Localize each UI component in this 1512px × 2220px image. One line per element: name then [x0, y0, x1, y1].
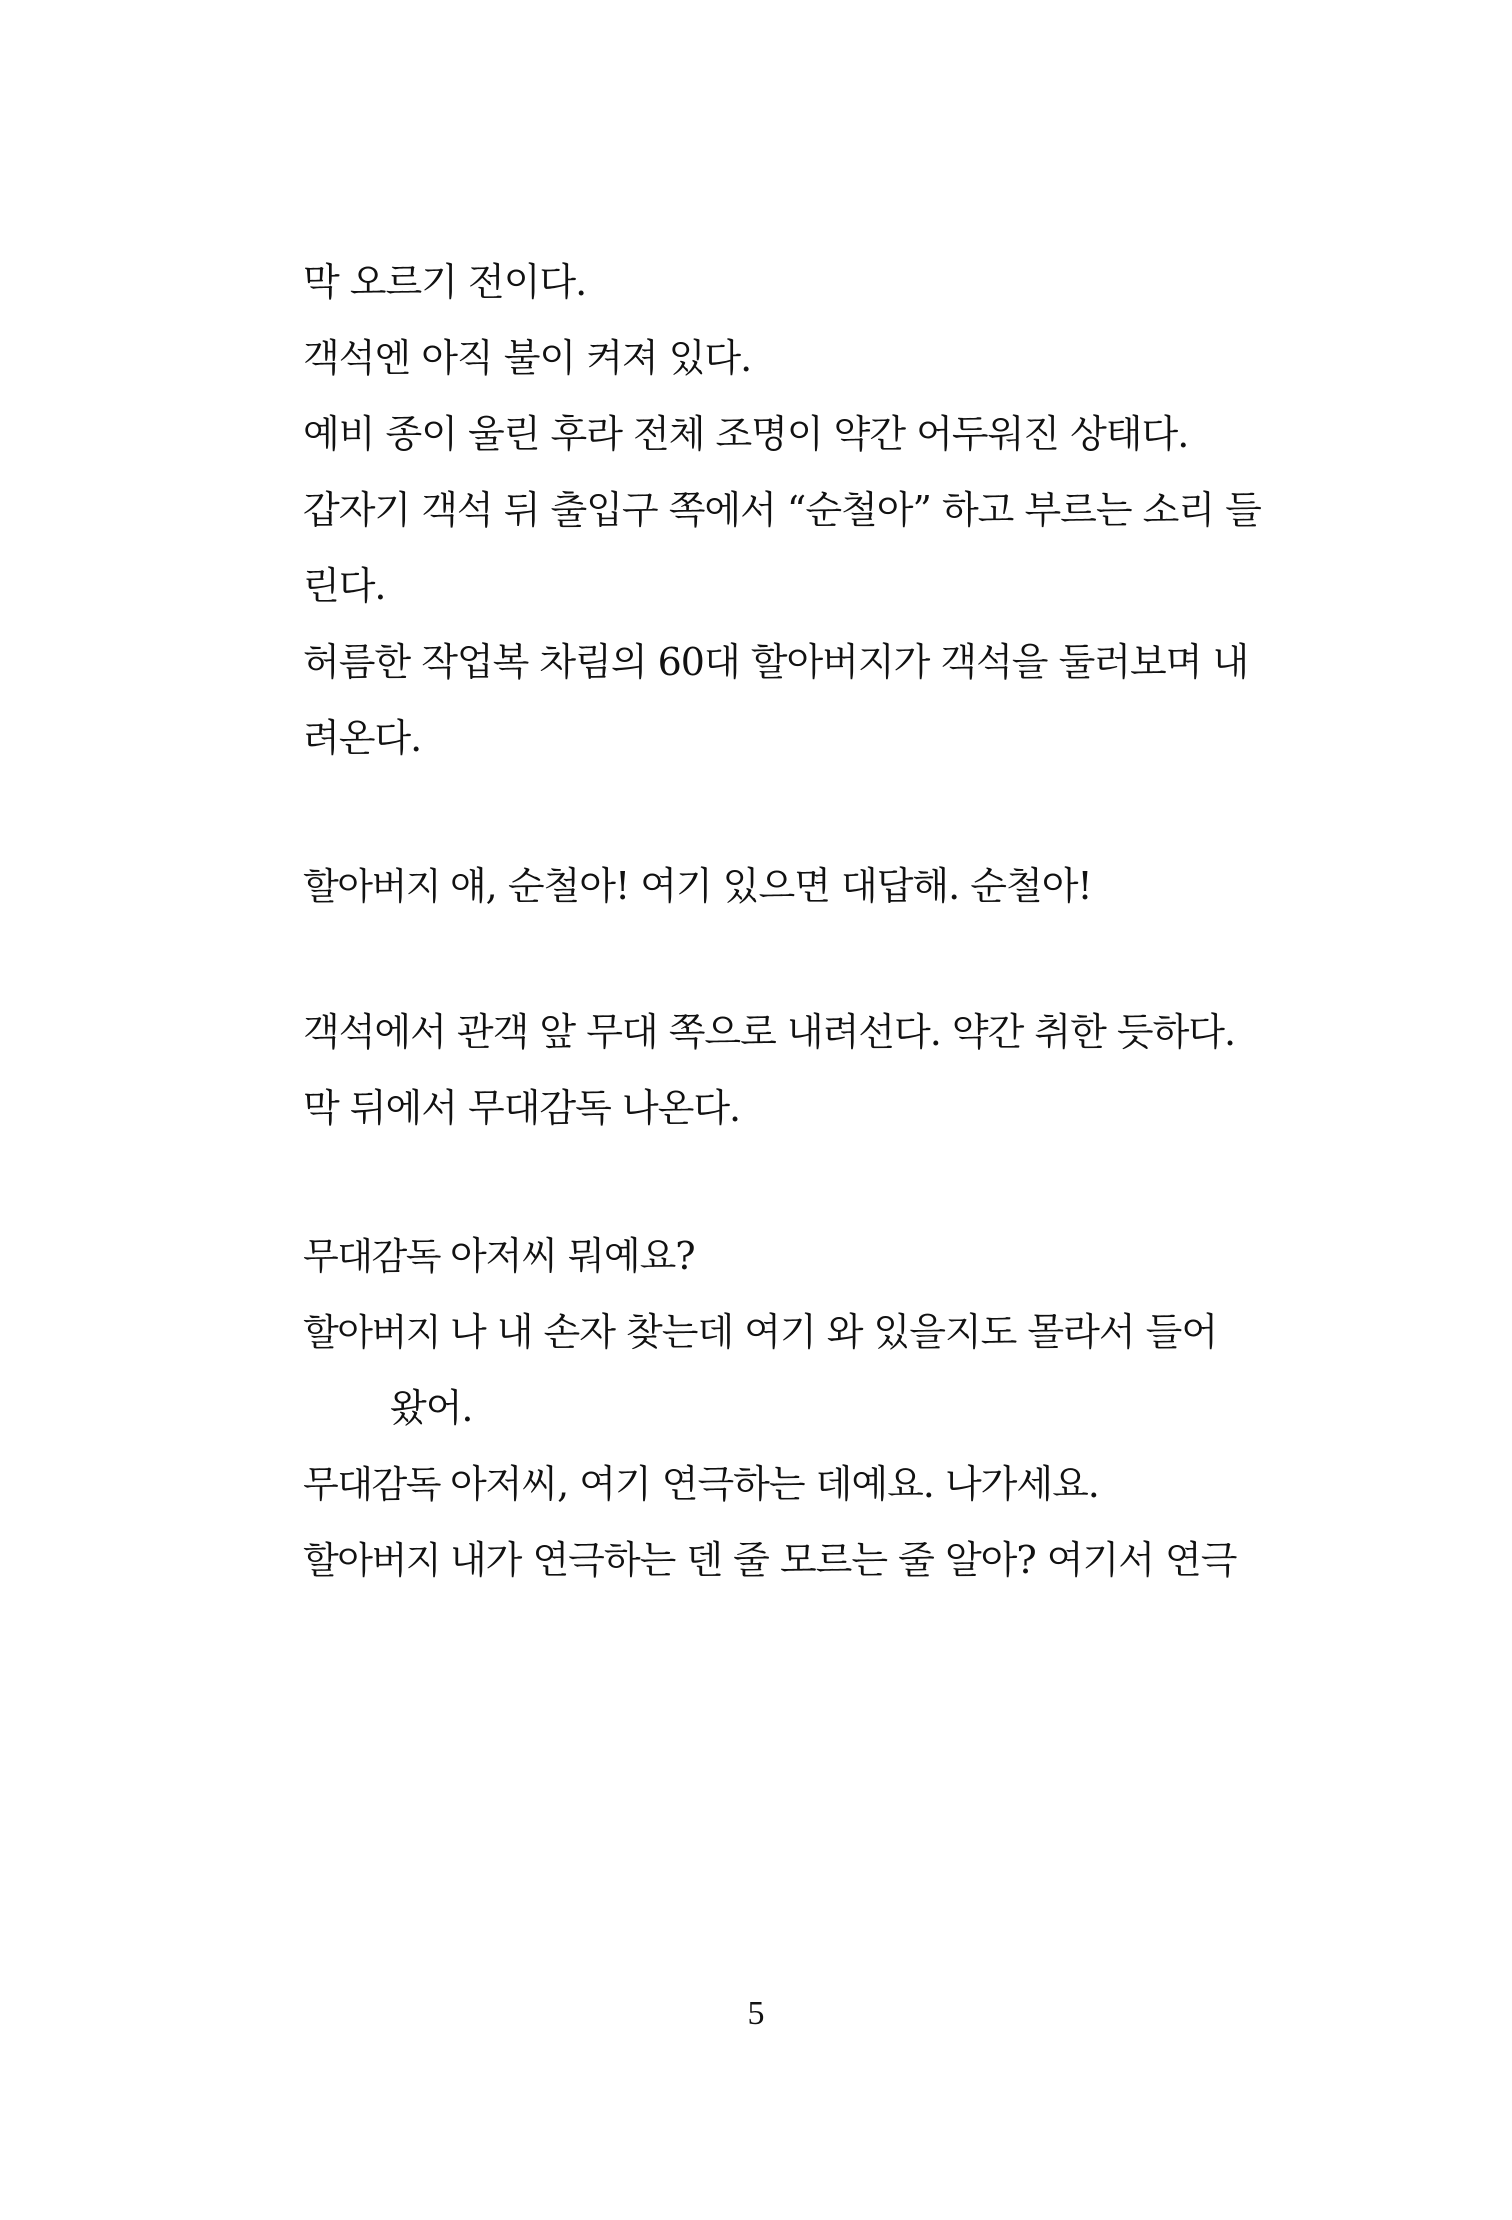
- stage-direction-line: 막 뒤에서 무대감독 나온다.: [303, 1086, 741, 1130]
- speaker-name: 무대감독: [303, 1235, 440, 1278]
- dialogue-line: [303, 1308, 1217, 1357]
- stage-direction-line: 려온다.: [303, 716, 422, 760]
- dialogue-text: 내가 연극하는 덴 줄 모르는 줄 알아? 여기서 연극: [449, 1538, 1237, 1582]
- dialogue-text: 아저씨, 여기 연극하는 데예요. 나가세요.: [449, 1462, 1099, 1506]
- stage-direction-line: 객석에서 관객 앞 무대 쪽으로 내려선다. 약간 취한 듯하다.: [303, 1010, 1236, 1054]
- dialogue-line: [303, 1536, 1236, 1585]
- dialogue-continuation: 왔어.: [390, 1386, 473, 1430]
- stage-direction-line: 갑자기 객석 뒤 출입구 쪽에서 “순철아” 하고 부르는 소리 들: [303, 488, 1261, 532]
- dialogue-text: 나 내 손자 찾는데 여기 와 있을지도 몰라서 들어: [449, 1310, 1218, 1354]
- dialogue-line: [303, 1232, 695, 1281]
- stage-direction-line: 허름한 작업복 차림의 60대 할아버지가 객석을 둘러보며 내: [303, 640, 1249, 684]
- stage-direction-line: 예비 종이 울린 후라 전체 조명이 약간 어두워진 상태다.: [303, 412, 1189, 456]
- speaker-name: 할아버지: [303, 865, 440, 908]
- stage-direction-line: 객석엔 아직 불이 켜져 있다.: [303, 336, 752, 380]
- dialogue-text: 얘, 순철아! 여기 있으면 대답해. 순철아!: [449, 864, 1092, 908]
- page-number: 5: [747, 1995, 765, 2032]
- speaker-name: 할아버지: [303, 1539, 440, 1582]
- stage-direction-line: 막 오르기 전이다.: [303, 260, 587, 304]
- stage-direction-line: 린다.: [303, 564, 386, 608]
- dialogue-line: [303, 862, 1092, 911]
- speaker-name: 무대감독: [303, 1463, 440, 1506]
- dialogue-line: [303, 1460, 1099, 1509]
- dialogue-text: 아저씨 뭐예요?: [449, 1234, 695, 1278]
- speaker-name: 할아버지: [303, 1311, 440, 1354]
